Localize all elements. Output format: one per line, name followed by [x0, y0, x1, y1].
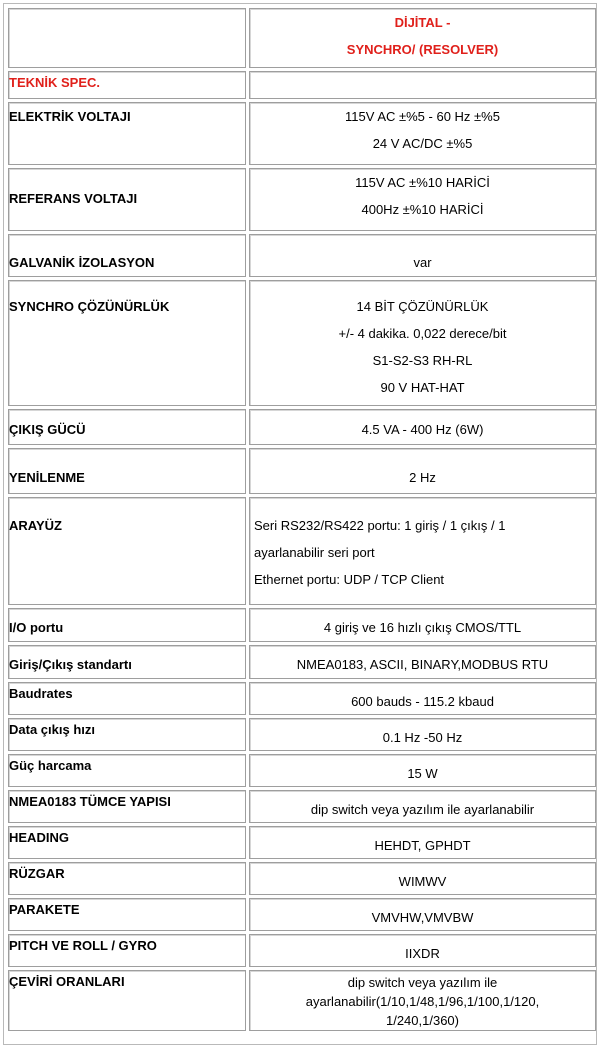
spec-value — [249, 234, 596, 277]
value-line: 4.5 VA - 400 Hz (6W) — [361, 422, 484, 437]
spec-value — [249, 645, 596, 679]
spec-row — [8, 970, 596, 1031]
blank-cell — [249, 71, 596, 99]
spec-label: ELEKTRİK VOLTAJI — [8, 102, 246, 165]
value-line: 2 Hz — [409, 470, 436, 485]
spec-label: Data çıkış hızı — [8, 718, 246, 751]
value-line: Seri RS232/RS422 portu: 1 giriş / 1 çıkış / 1 — [254, 518, 506, 533]
value-line: NMEA0183, ASCII, BINARY,MODBUS RTU — [296, 657, 549, 672]
spec-row — [8, 409, 596, 445]
spec-label: ÇIKIŞ GÜCÜ — [8, 409, 246, 445]
value-line: dip switch veya yazılım ile ayarlanabilir — [310, 802, 535, 817]
value-line: var — [413, 255, 432, 270]
spec-row — [8, 645, 596, 679]
value-line: HEHDT, GPHDT — [374, 838, 471, 853]
spec-value — [249, 102, 596, 165]
spec-label: Baudrates — [8, 682, 246, 715]
spec-row — [8, 234, 596, 277]
value-line: S1-S2-S3 RH-RL — [372, 353, 473, 368]
value-line: 14 BİT ÇÖZÜNÜRLÜK — [356, 299, 489, 314]
spec-row — [8, 497, 596, 605]
spec-label: PITCH VE ROLL / GYRO — [8, 934, 246, 967]
spec-label: Giriş/Çıkış standartı — [8, 645, 246, 679]
spec-value — [249, 790, 596, 823]
value-line: ayarlanabilir(1/10,1/48,1/96,1/100,1/120, — [305, 994, 540, 1009]
value-line: +/- 4 dakika. 0,022 derece/bit — [338, 326, 507, 341]
spec-value — [249, 448, 596, 494]
spec-value — [249, 826, 596, 859]
value-line: 15 W — [407, 766, 438, 781]
spec-value — [249, 934, 596, 967]
spec-value — [249, 608, 596, 642]
section-row — [8, 71, 596, 99]
spec-label: REFERANS VOLTAJI — [8, 168, 246, 231]
spec-label: GALVANİK İZOLASYON — [8, 234, 246, 277]
spec-value — [249, 409, 596, 445]
value-line: Ethernet portu: UDP / TCP Client — [254, 572, 445, 587]
value-line: VMVHW,VMVBW — [371, 910, 474, 925]
spec-label: SYNCHRO ÇÖZÜNÜRLÜK — [8, 280, 246, 406]
spec-value — [249, 718, 596, 751]
blank-cell — [8, 8, 246, 68]
spec-value — [249, 862, 596, 895]
spec-row — [8, 934, 596, 967]
spec-value — [249, 168, 596, 231]
spec-row — [8, 862, 596, 895]
spec-row — [8, 168, 596, 231]
value-line: dip switch veya yazılım ile — [347, 975, 498, 990]
spec-label: HEADING — [8, 826, 246, 859]
section-heading: TEKNİK SPEC. — [8, 71, 246, 99]
spec-label: Güç harcama — [8, 754, 246, 787]
value-line: 600 bauds - 115.2 kbaud — [351, 694, 494, 709]
value-line: 0.1 Hz -50 Hz — [382, 730, 463, 745]
title-row — [8, 8, 596, 68]
value-line: WIMWV — [398, 874, 447, 889]
spec-label: ÇEVİRİ ORANLARI — [8, 970, 246, 1031]
spec-row — [8, 102, 596, 165]
spec-label: PARAKETE — [8, 898, 246, 931]
spec-value — [249, 970, 596, 1031]
spec-value — [249, 754, 596, 787]
value-line: 90 V HAT-HAT — [380, 380, 465, 395]
product-title — [249, 8, 596, 68]
value-line: 4 giriş ve 16 hızlı çıkış CMOS/TTL — [323, 620, 522, 635]
title-line-2: SYNCHRO/ (RESOLVER) — [346, 42, 499, 57]
spec-row — [8, 718, 596, 751]
value-line: 400Hz ±%10 HARİCİ — [361, 202, 484, 217]
spec-row — [8, 754, 596, 787]
spec-row — [8, 790, 596, 823]
value-line: 115V AC ±%10 HARİCİ — [355, 175, 490, 190]
spec-label: RÜZGAR — [8, 862, 246, 895]
spec-label: NMEA0183 TÜMCE YAPISI — [8, 790, 246, 823]
spec-value — [249, 497, 596, 605]
spec-row — [8, 898, 596, 931]
value-line: 1/240,1/360) — [385, 1013, 459, 1028]
spec-table — [5, 5, 599, 1034]
spec-value — [249, 898, 596, 931]
spec-label: YENİLENME — [8, 448, 246, 494]
spec-row — [8, 280, 596, 406]
value-line: ayarlanabilir seri port — [254, 545, 375, 560]
spec-label: ARAYÜZ — [8, 497, 246, 605]
title-line-1: DİJİTAL - — [394, 15, 451, 30]
spec-label: I/O portu — [8, 608, 246, 642]
spec-row — [8, 826, 596, 859]
value-line: 24 V AC/DC ±%5 — [372, 136, 473, 151]
spec-value — [249, 682, 596, 715]
spec-value — [249, 280, 596, 406]
value-line: 115V AC ±%5 - 60 Hz ±%5 — [345, 109, 500, 124]
spec-row — [8, 682, 596, 715]
value-line: IIXDR — [405, 946, 440, 961]
spec-row — [8, 448, 596, 494]
spec-row — [8, 608, 596, 642]
